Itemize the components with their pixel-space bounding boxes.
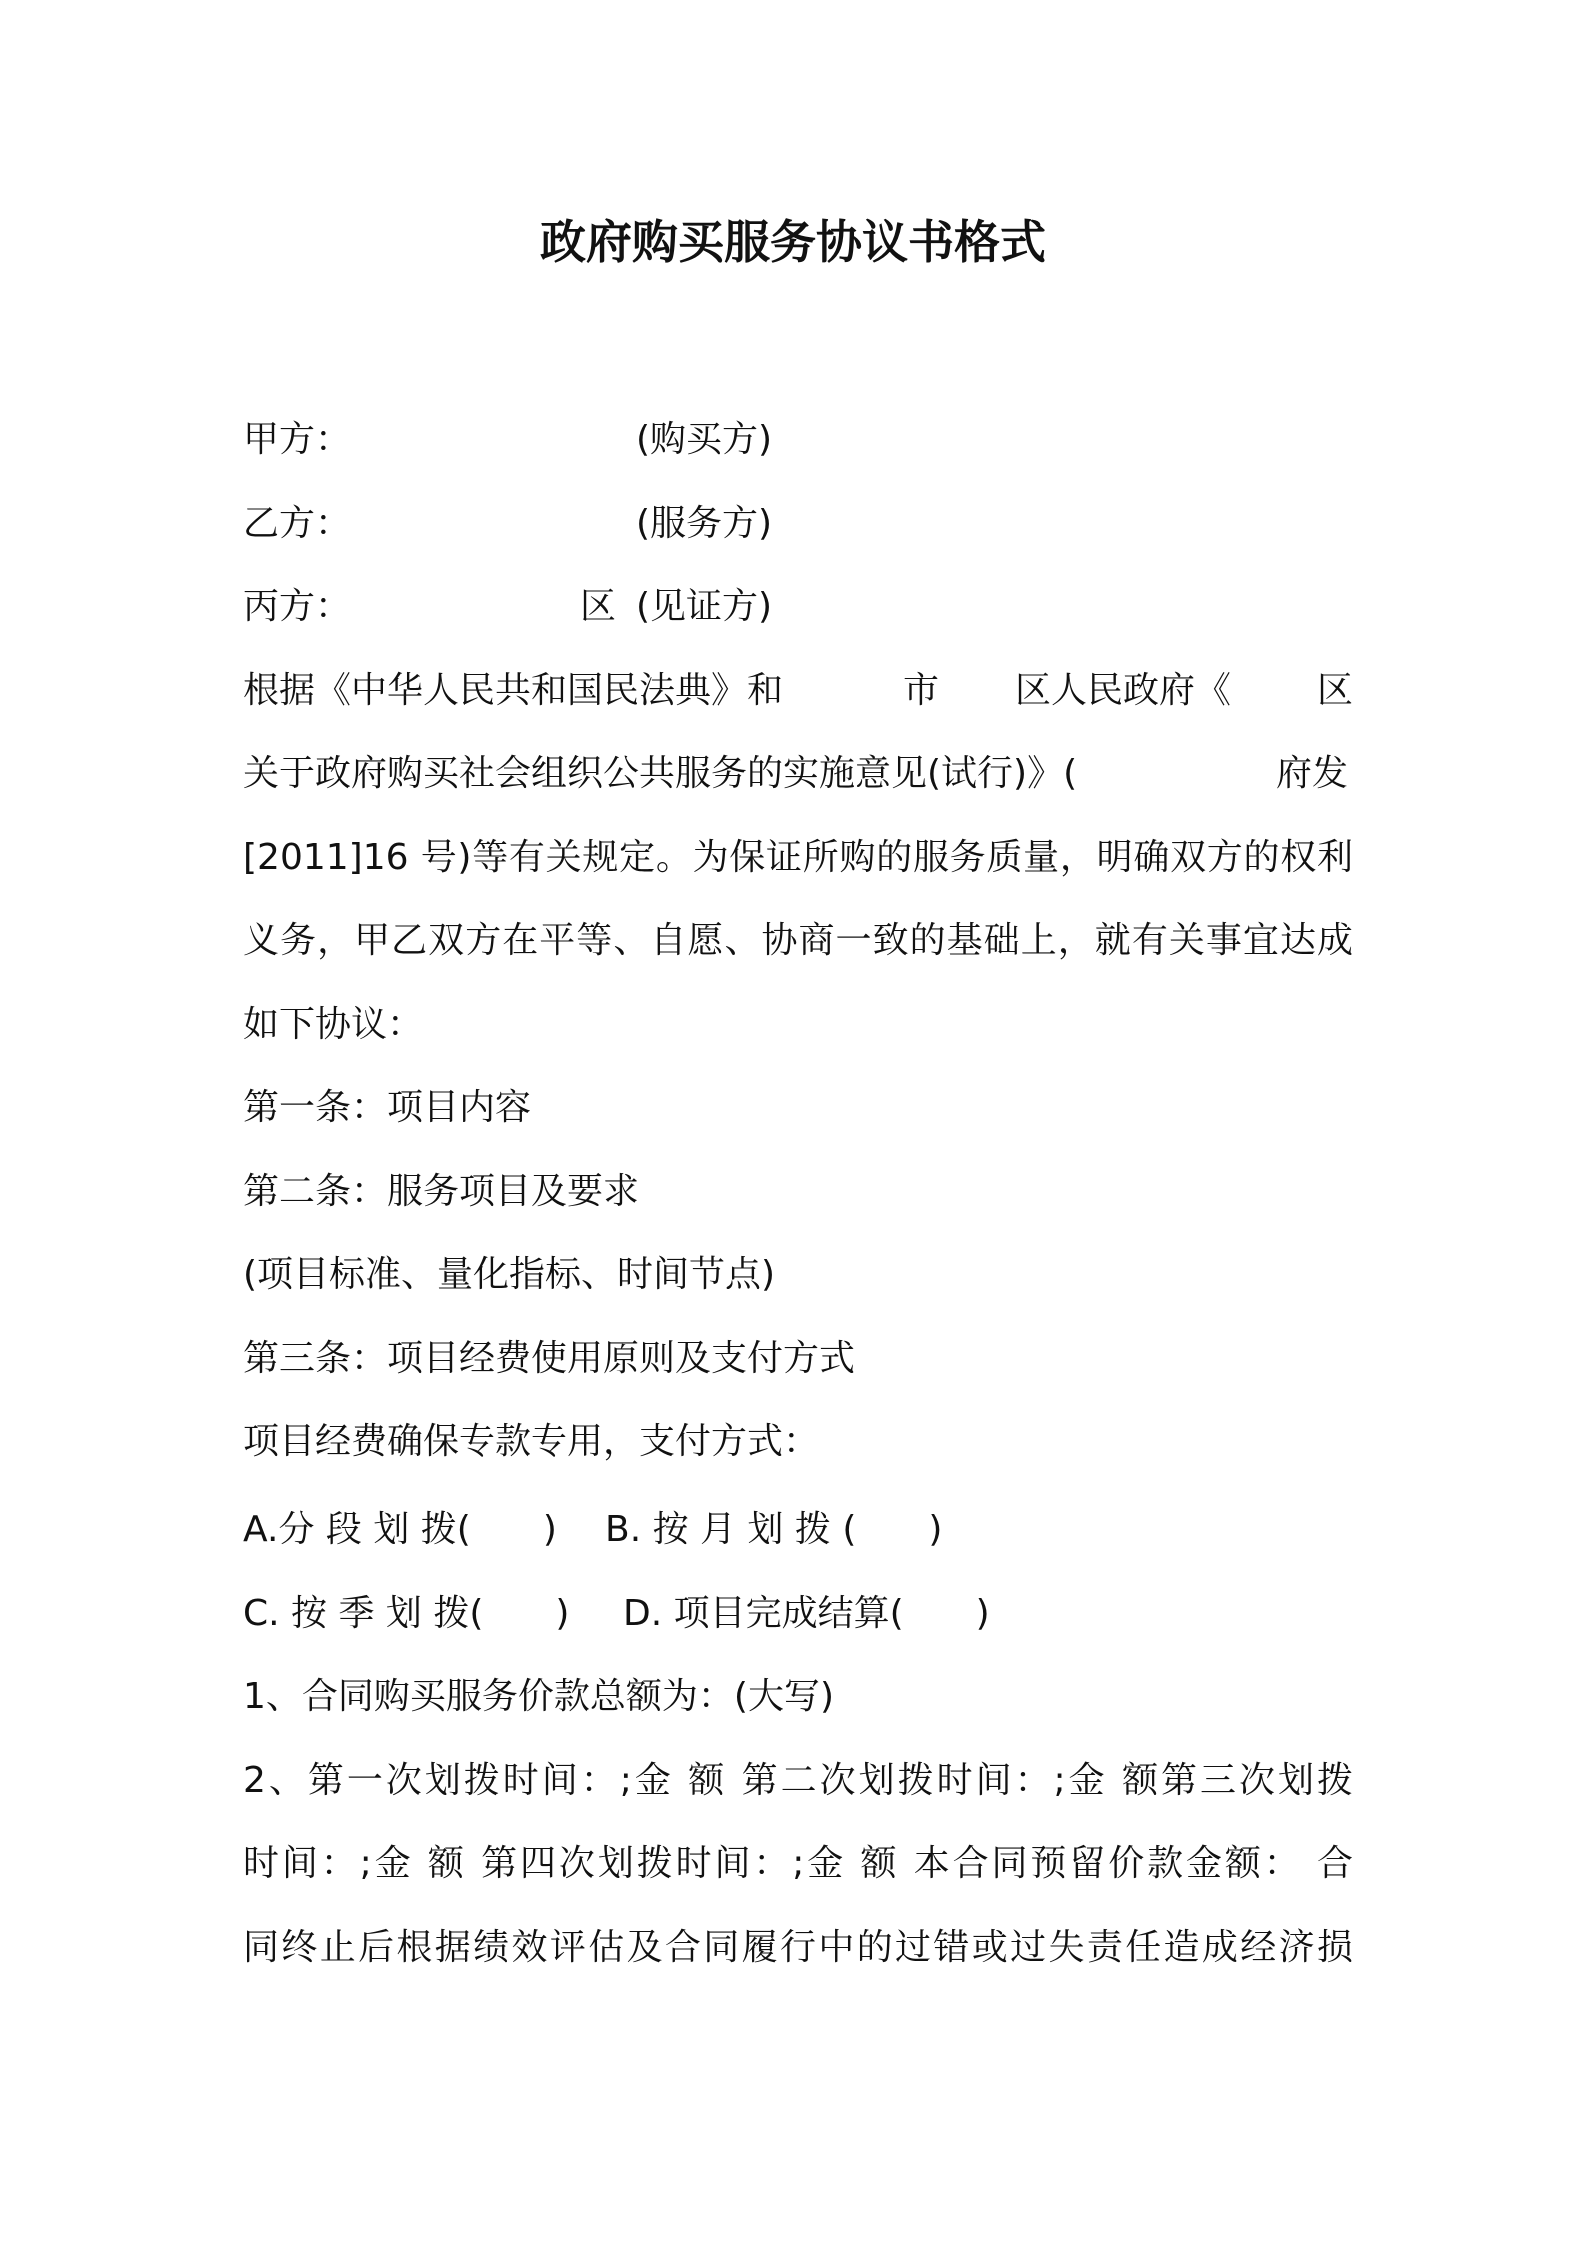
intro-line-2-a: 关于政府购买社会组织公共服务的实施意见(试行)》(	[243, 753, 1078, 794]
intro-line-1-b: 市	[903, 670, 940, 711]
article-1: 第一条：项目内容	[243, 1087, 532, 1128]
article-3: 第三条：项目经费使用原则及支付方式	[243, 1338, 856, 1379]
party-a-label: 甲方：	[243, 419, 352, 460]
intro-line-4: 义务，甲乙双方在平等、自愿、协商一致的基础上，就有关事宜达成	[243, 920, 1353, 961]
party-c-line	[243, 583, 1353, 631]
party-c-district: 区	[580, 586, 617, 627]
options-line-2	[243, 1590, 1353, 1638]
party-c-label: 丙方：	[243, 586, 352, 627]
intro-line-1-d: 区	[1317, 670, 1354, 711]
option-c: C. 按 季 划 拨( )	[243, 1593, 570, 1634]
funds-line: 项目经费确保专款专用，支付方式：	[243, 1421, 820, 1462]
party-b-role: (服务方)	[636, 503, 773, 544]
party-b-label: 乙方：	[243, 503, 352, 544]
option-a: A.分 段 划 拨( )	[243, 1509, 557, 1550]
intro-line-2	[243, 750, 1353, 798]
intro-line-1-a: 根据《中华人民共和国民法典》和	[243, 670, 784, 711]
option-b: B. 按 月 划 拨 ( )	[605, 1509, 943, 1550]
item-2-line-3: 同终止后根据绩效评估及合同履行中的过错或过失责任造成经济损	[243, 1927, 1353, 1968]
item-1: 1、合同购买服务价款总额为：(大写)	[243, 1676, 834, 1717]
intro-line-5: 如下协议：	[243, 1004, 424, 1045]
party-b-line	[243, 500, 1353, 548]
party-c-role: (见证方)	[636, 586, 773, 627]
item-2-line-1: 2、第一次划拨时间：;金 额 第二次划拨时间：;金 额第三次划拨	[243, 1760, 1353, 1801]
party-a-line	[243, 416, 1353, 464]
intro-line-1	[243, 667, 1353, 715]
article-2-note: (项目标准、量化指标、时间节点)	[243, 1254, 776, 1295]
options-line-1	[243, 1506, 1353, 1554]
article-2: 第二条：服务项目及要求	[243, 1171, 640, 1212]
intro-line-3: [2011]16 号)等有关规定。为保证所购的服务质量，明确双方的权利	[243, 837, 1353, 878]
option-d: D. 项目完成结算( )	[623, 1593, 990, 1634]
item-2-line-2: 时间：;金 额 第四次划拨时间：;金 额 本合同预留价款金额： 合	[243, 1843, 1353, 1884]
intro-line-2-b: 府发	[1276, 753, 1349, 794]
party-a-role: (购买方)	[636, 419, 773, 460]
document-title: 政府购买服务协议书格式	[540, 215, 1046, 269]
intro-line-1-c: 区人民政府《	[1015, 670, 1232, 711]
